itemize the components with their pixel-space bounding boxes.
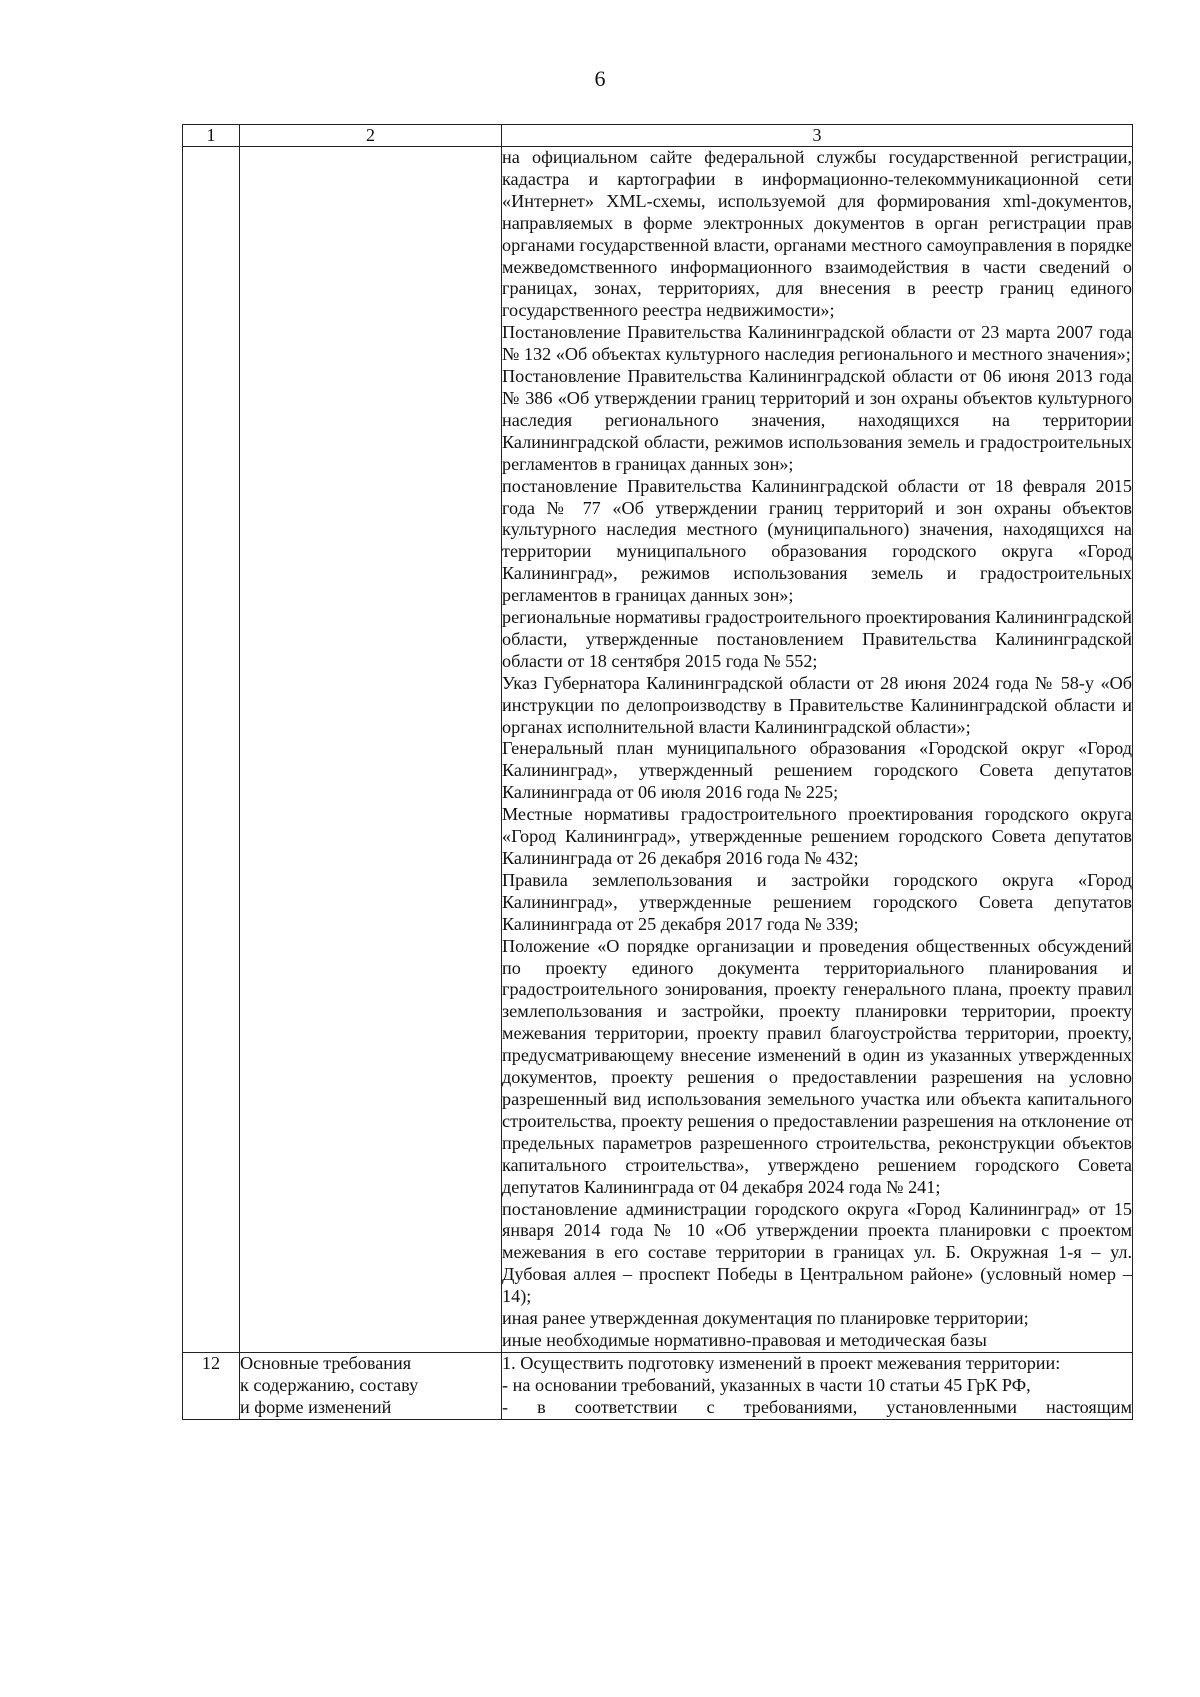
row-12-name-line: к содержанию, составу	[240, 1374, 419, 1395]
paragraph-general-plan: Генеральный план муниципального образования «Городской округ «Город Калининград», утвержденный решением городского Совета депутатов Калининграда от 06 июля 2016 года № 225;	[502, 738, 1132, 803]
row-12-item: - в соответствии с требованиями, установленными настоящим	[502, 1396, 1132, 1417]
row-number-cell	[183, 147, 240, 1353]
header-col-3: 3	[502, 125, 1133, 147]
row-12-content	[502, 1352, 1133, 1419]
row-12-name-line: Основные требования	[240, 1352, 412, 1373]
table-row-continuation	[183, 147, 1133, 1353]
paragraph-regional-norms: региональные нормативы градостроительного проектирования Калининградской области, утвержденные постановлением Правительства Калининградской области от 18 сентября 2015 года № 552;	[502, 607, 1132, 671]
paragraph-other-documentation: иная ранее утвержденная документация по планировке территории;	[502, 1308, 1029, 1329]
row-12-name	[240, 1352, 502, 1419]
row-12-number: 12	[183, 1352, 240, 1419]
paragraph-land-use-rules: Правила землепользования и застройки городского округа «Город Калининград», утвержденные решением городского Совета депутатов Калининграда от 25 декабря 2017 года № 339;	[502, 869, 1132, 934]
requirements-table	[182, 124, 1133, 1420]
header-col-2: 2	[240, 125, 502, 147]
row-content-cell	[502, 147, 1133, 1353]
paragraph-resolution-77: постановление Правительства Калининградской области от 18 февраля 2015 года № 77 «Об утверждении границ территорий и зон охраны объектов культурного наследия местного (муниципального) значения, находящихся на территории муниципального образования городского округа «Город Калининград», режимов использования земель и градостроительных регламентов в границах данных зон»;	[502, 475, 1132, 606]
row-12-item: 1. Осуществить подготовку изменений в проект межевания территории:	[502, 1352, 1061, 1373]
row-12-item: - на основании требований, указанных в части 10 статьи 45 ГрК РФ,	[502, 1374, 1031, 1395]
row-name-cell	[240, 147, 502, 1353]
table-row-12	[183, 1352, 1133, 1419]
row-12-name-line: и форме изменений	[240, 1396, 392, 1417]
page-number: 6	[594, 66, 606, 91]
paragraph-resolution-132: Постановление Правительства Калининградской области от 23 марта 2007 года № 132 «Об объектах культурного наследия регионального и местного значения»;	[502, 322, 1132, 365]
paragraph-resolution-386: Постановление Правительства Калининградской области от 06 июня 2013 года № 386 «Об утверждении границ территорий и зон охраны объектов культурного наследия регионального значения, находящихся на территории Калининградской области, режимов использования земель и градостроительных регламентов в границах данных зон»;	[502, 366, 1132, 474]
paragraph-administration-resolution: постановление администрации городского округа «Город Калининград» от 15 января 2014 года № 10 «Об утверждении проекта планировки с проектом межевания в его составе территории в границах ул. Б. Окружная 1-я – ул. Дубовая аллея – проспект Победы в Центральном районе» (условный номер – 14);	[502, 1198, 1132, 1307]
paragraph-other-basis: иные необходимые нормативно-правовая и методическая базы	[502, 1329, 987, 1350]
table-header-row	[183, 125, 1133, 147]
paragraph-public-hearings: Положение «О порядке организации и проведения общественных обсуждений по проекту единого документа территориального планирования и градостроительного зонирования, проекту генерального плана, проекту правил землепользования и застройки, проекту планировки территории, проекту межевания территории, проекту правил благоустройства территории, проекту, предусматривающему внесение изменений в один из указанных утвержденных документов, проекту решения о предоставлении разрешения на условно разрешенный вид использования земельного участка или объекта капитального строительства, проекту решения о предоставлении разрешения на отклонение от предельных параметров разрешенного строительства, реконструкции объектов капитального строительства», утверждено решением городского Совета депутатов Калининграда от 04 декабря 2024 года № 241;	[502, 935, 1132, 1197]
paragraph-governor-decree: Указ Губернатора Калининградской области от 28 июня 2024 года № 58-у «Об инструкции по делопроизводству в Правительстве Калининградской области и органах исполнительной власти Калининградской области»;	[502, 672, 1132, 737]
paragraph-xml-schema: на официальном сайте федеральной службы государственной регистрации, кадастра и картографии в информационно-телекоммуникационной сети «Интернет» XML-схемы, используемой для формирования xml-документов, направляемых в форме электронных документов в орган регистрации прав органами государственной власти, органами местного самоуправления в порядке межведомственного информационного взаимодействия в части сведений о границах, зонах, территориях, для внесения в реестр границ единого государственного реестра недвижимости»;	[502, 147, 1132, 321]
paragraph-local-norms: Местные нормативы градостроительного проектирования городского округа «Город Калининград», утвержденные решением городского Совета депутатов Калининграда от 26 декабря 2016 года № 432;	[502, 804, 1132, 868]
header-col-1: 1	[183, 125, 240, 147]
